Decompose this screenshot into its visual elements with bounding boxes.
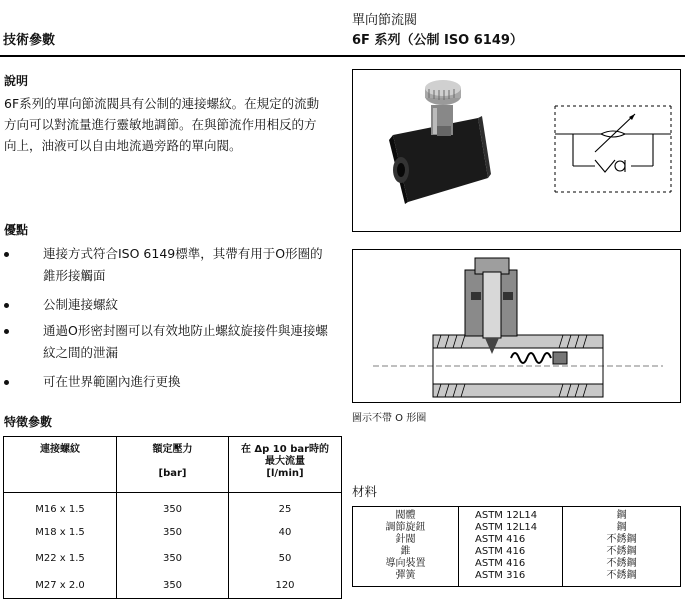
- cell-thread: M16 x 1.5: [4, 493, 117, 520]
- material-grade: ASTM 316: [475, 570, 526, 581]
- advantage-item: [4, 243, 344, 287]
- product-photo-frame: [352, 69, 681, 232]
- materials-grades-col: [459, 507, 563, 587]
- table-row: [4, 519, 342, 546]
- section-drawing-frame: [352, 249, 681, 403]
- advantage-line: 通過O形密封圈可以有效地防止螺紋旋接件與連接螺: [43, 323, 328, 338]
- product-title: 單向節流閥: [352, 13, 418, 28]
- advantage-line: 公制連接螺紋: [43, 297, 119, 312]
- product-subtitle: 6F 系列（公制 ISO 6149）: [352, 33, 523, 48]
- cell-thread: M18 x 1.5: [4, 519, 117, 546]
- cell-flow: 25: [229, 493, 342, 520]
- advantage-item: [4, 294, 344, 316]
- part-name: 導向裝置: [385, 558, 426, 569]
- advantage-item: [4, 371, 344, 393]
- header-line: 最大流量: [265, 456, 305, 467]
- header-rule: [0, 55, 685, 57]
- material-type: 不銹鋼: [606, 558, 637, 569]
- valve-section: [353, 250, 682, 404]
- header-line: 連接螺紋: [40, 444, 80, 455]
- part-name: 錐: [400, 546, 411, 557]
- advantage-item: [4, 320, 344, 364]
- header-line: [117, 456, 228, 468]
- table-row: [353, 507, 681, 587]
- advantage-line: 連接方式符合ISO 6149標準，其帶有用于O形圈的: [43, 246, 323, 261]
- advantage-line: 可在世界範圍內進行更換: [43, 374, 181, 389]
- table-row: [4, 493, 342, 520]
- cell-thread: M22 x 1.5: [4, 546, 117, 573]
- cell-thread: M27 x 2.0: [4, 572, 117, 599]
- advantages-heading: 優點: [4, 223, 29, 237]
- cell-pressure: 350: [117, 546, 229, 573]
- description-line: 6F系列的單向節流閥具有公制的連接螺紋。在規定的流動: [4, 96, 320, 111]
- cell-flow: 40: [229, 519, 342, 546]
- part-name: 針閥: [395, 534, 416, 545]
- bullet-icon: [4, 303, 9, 308]
- cell-pressure: 350: [117, 493, 229, 520]
- bullet-icon: [4, 380, 9, 385]
- cell-pressure: 350: [117, 572, 229, 599]
- part-name: 彈簧: [395, 570, 416, 581]
- description-heading: 說明: [4, 74, 29, 88]
- header-line: [bar]: [158, 468, 187, 479]
- bullet-icon: [4, 252, 9, 257]
- specs-heading: 特徵參數: [4, 415, 53, 429]
- material-type: 不銹鋼: [606, 546, 637, 557]
- material-grade: ASTM 416: [475, 546, 526, 557]
- materials-types-col: [563, 507, 681, 587]
- cell-flow: 50: [229, 546, 342, 573]
- material-grade: ASTM 12L14: [475, 522, 538, 533]
- materials-heading: 材料: [352, 484, 378, 499]
- section-title: 技術參數: [3, 33, 56, 48]
- description-line: 方向可以對流量進行靈敏地調節。在與節流作用相反的方: [4, 117, 317, 132]
- header-thread: [4, 437, 117, 493]
- valve-symbol: [553, 104, 673, 194]
- cell-pressure: 350: [117, 519, 229, 546]
- cell-flow: 120: [229, 572, 342, 599]
- specs-header-row: [4, 437, 342, 493]
- material-grade: ASTM 12L14: [475, 510, 538, 521]
- material-type: 不銹鋼: [606, 534, 637, 545]
- part-name: 閥體: [395, 510, 416, 521]
- description-line: 向上，油液可以自由地流過旁路的單向閥。: [4, 138, 242, 153]
- header-line: 在 Δp 10 bar時的: [240, 444, 330, 455]
- figure-caption: 圖示不帶 O 形圈: [352, 413, 427, 424]
- header-line: 額定壓力: [152, 444, 193, 455]
- description-text: [4, 93, 346, 156]
- header-line: [l/min]: [266, 468, 304, 479]
- table-row: [4, 572, 342, 599]
- bullet-icon: [4, 329, 9, 334]
- materials-table: [352, 506, 681, 587]
- table-row: [4, 546, 342, 573]
- specs-table: [3, 436, 342, 599]
- material-type: 鋼: [616, 510, 627, 521]
- advantage-line: 錐形接觸面: [43, 268, 106, 283]
- header-pressure: [117, 437, 229, 493]
- material-grade: ASTM 416: [475, 558, 526, 569]
- material-type: 不銹鋼: [606, 570, 637, 581]
- part-name: 調節旋鈕: [385, 522, 426, 533]
- material-grade: ASTM 416: [475, 534, 526, 545]
- header-flow: [229, 437, 342, 493]
- advantage-line: 紋之間的泄漏: [43, 345, 119, 360]
- materials-parts-col: [353, 507, 459, 587]
- material-type: 鋼: [616, 522, 627, 533]
